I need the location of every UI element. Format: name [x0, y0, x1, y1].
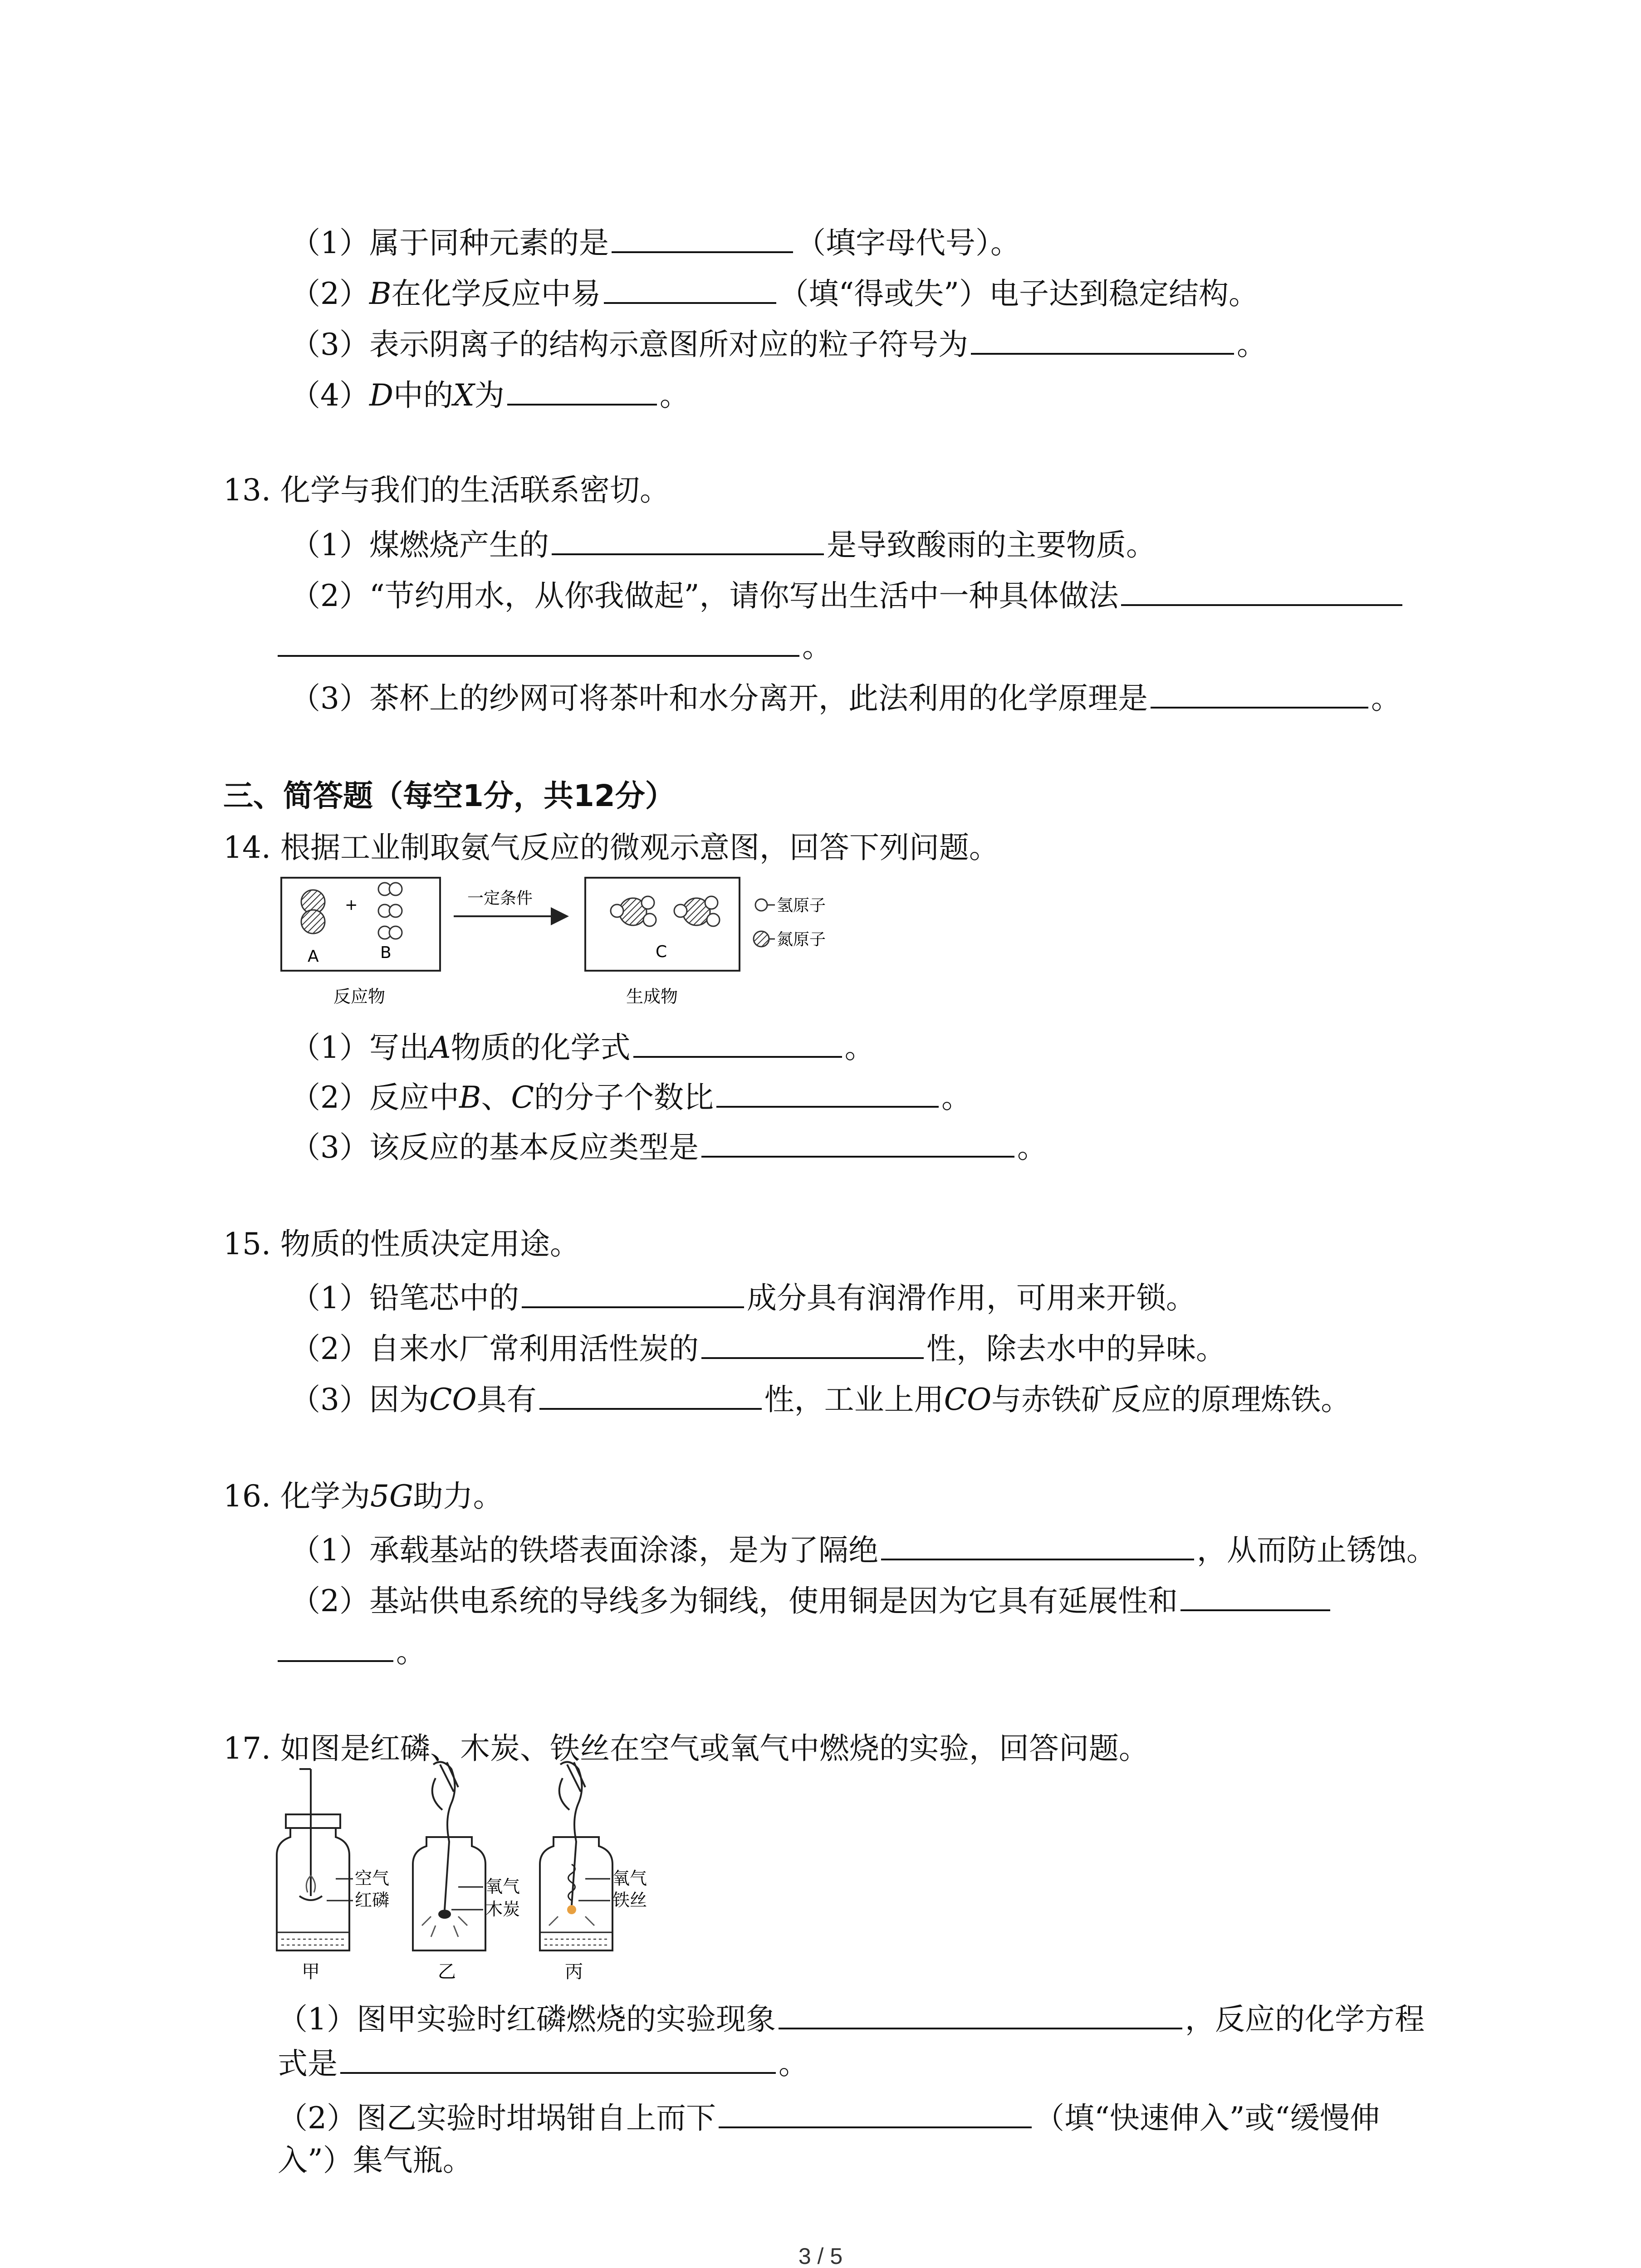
hydrogen-atom	[389, 883, 402, 895]
nitrogen-atom	[301, 910, 325, 934]
hydrogen-atom	[611, 904, 623, 917]
label-oxygen-2: 氧气	[612, 1868, 647, 1888]
answer-blank[interactable]	[701, 1331, 924, 1359]
q17-stem: 17. 如图是红磷、木炭、铁丝在空气或氧气中燃烧的实验，回答问题。	[223, 1731, 1149, 1766]
answer-blank[interactable]	[971, 327, 1234, 355]
page-number: 3 / 5	[798, 2244, 843, 2268]
q17-item-2: （2）图乙实验时坩埚钳自上而下 （填“快速伸入”或“缓慢伸	[278, 2101, 1380, 2136]
label-jia: 甲	[302, 1961, 320, 1982]
answer-blank[interactable]	[1121, 578, 1402, 606]
answer-blank[interactable]	[1151, 680, 1368, 709]
q15-item-2: （2）自来水厂常利用活性炭的 性，除去水中的异味。	[290, 1331, 1226, 1366]
q14-stem: 14. 根据工业制取氨气反应的微观示意图，回答下列问题。	[223, 830, 999, 865]
answer-blank[interactable]	[604, 276, 776, 304]
q16-item-2-cont: 。	[278, 1634, 426, 1667]
answer-blank[interactable]	[552, 527, 824, 555]
section-heading: 三、简答题（每空1分，共12分）	[223, 778, 675, 813]
label-charcoal: 木炭	[485, 1899, 520, 1919]
q17-combustion-diagram	[272, 1760, 771, 1987]
q15-item-3: （3）因为CO具有 性，工业上用CO与赤铁矿反应的原理炼铁。	[290, 1382, 1351, 1417]
q12-item-2: （2）B在化学反应中易 （填“得或失”）电子达到稳定结构。	[290, 276, 1259, 311]
answer-blank[interactable]	[522, 1280, 744, 1308]
q16-item-2: （2）基站供电系统的导线多为铜线，使用铜是因为它具有延展性和	[290, 1583, 1333, 1616]
legend-nitrogen: 氮原子	[777, 930, 826, 949]
answer-blank[interactable]	[507, 377, 657, 406]
svg-text:+: +	[345, 896, 358, 914]
jar-yi	[413, 1762, 520, 1982]
answer-blank[interactable]	[779, 2001, 1182, 2029]
answer-blank[interactable]	[881, 1532, 1194, 1560]
q12-item-3: （3）表示阴离子的结构示意图所对应的粒子符号为 。	[290, 327, 1267, 362]
label-red-phosphorus: 红磷	[355, 1890, 390, 1910]
q15-stem: 15. 物质的性质决定用途。	[223, 1227, 580, 1261]
answer-blank[interactable]	[701, 1129, 1014, 1158]
q17-item-1-cont: 式是 。	[278, 2046, 808, 2081]
hydrogen-atom	[389, 904, 402, 917]
answer-blank[interactable]	[716, 1080, 939, 1108]
label-oxygen-1: 氧气	[485, 1877, 520, 1897]
q16-stem: 16. 化学为5G助力。	[223, 1479, 503, 1514]
q12-item-1: （1）属于同种元素的是 （填字母代号）。	[290, 225, 1020, 260]
legend-hydrogen: 氢原子	[777, 896, 826, 915]
q13-item-1: （1）煤燃烧产生的 是导致酸雨的主要物质。	[290, 528, 1156, 562]
answer-blank[interactable]	[633, 1030, 842, 1058]
answer-blank[interactable]	[539, 1382, 762, 1410]
q17-item-2-cont: 入”）集气瓶。	[278, 2143, 473, 2178]
answer-blank[interactable]	[1181, 1583, 1330, 1611]
q13-item-3: （3）茶杯上的纱网可将茶叶和水分离开，此法利用的化学原理是 。	[290, 681, 1401, 716]
answer-blank[interactable]	[612, 225, 793, 253]
q14-reaction-diagram	[272, 871, 871, 1021]
label-yi: 乙	[438, 1961, 456, 1982]
hydrogen-atom	[389, 926, 402, 939]
label-air: 空气	[355, 1868, 390, 1888]
q14-item-1: （1）写出A物质的化学式 。	[290, 1030, 875, 1065]
jar-jia	[277, 1769, 389, 1982]
hydrogen-atom	[705, 896, 718, 909]
label-iron-wire: 铁丝	[612, 1890, 647, 1910]
label-c: C	[656, 943, 667, 961]
hydrogen-atom	[643, 914, 656, 926]
legend-hydrogen-icon	[755, 899, 767, 911]
label-a: A	[308, 947, 319, 966]
label-bing: 丙	[565, 1961, 583, 1982]
answer-blank[interactable]	[719, 2100, 1032, 2128]
q13-item-2-cont: 。	[278, 629, 832, 662]
hydrogen-atom	[642, 896, 654, 909]
answer-blank[interactable]	[278, 629, 799, 657]
q13-item-2: （2）“节约用水，从你我做起”，请你写出生活中一种具体做法	[290, 578, 1405, 611]
hydrogen-atom	[707, 914, 720, 926]
hydrogen-atom	[674, 904, 687, 917]
q14-item-2: （2）反应中B、C的分子个数比 。	[290, 1080, 972, 1115]
q15-item-1: （1）铅笔芯中的 成分具有润滑作用，可用来开锁。	[290, 1281, 1196, 1315]
q13-stem: 13. 化学与我们的生活联系密切。	[223, 473, 670, 508]
reaction-condition: 一定条件	[467, 889, 533, 908]
jar-bing	[540, 1762, 647, 1982]
q12-item-4: （4）D中的X为 。	[290, 378, 690, 413]
answer-blank[interactable]	[340, 2046, 776, 2074]
caption-products: 生成物	[626, 987, 678, 1007]
q16-item-1: （1）承载基站的铁塔表面涂漆，是为了隔绝 ，从而防止锈蚀。	[290, 1533, 1436, 1568]
answer-blank[interactable]	[278, 1634, 393, 1662]
q17-item-1: （1）图甲实验时红磷燃烧的实验现象 ，反应的化学方程	[278, 2002, 1425, 2037]
legend-nitrogen-icon	[754, 931, 769, 947]
caption-reactants: 反应物	[333, 987, 386, 1007]
q14-item-3: （3）该反应的基本反应类型是 。	[290, 1130, 1047, 1165]
label-b: B	[380, 943, 392, 962]
